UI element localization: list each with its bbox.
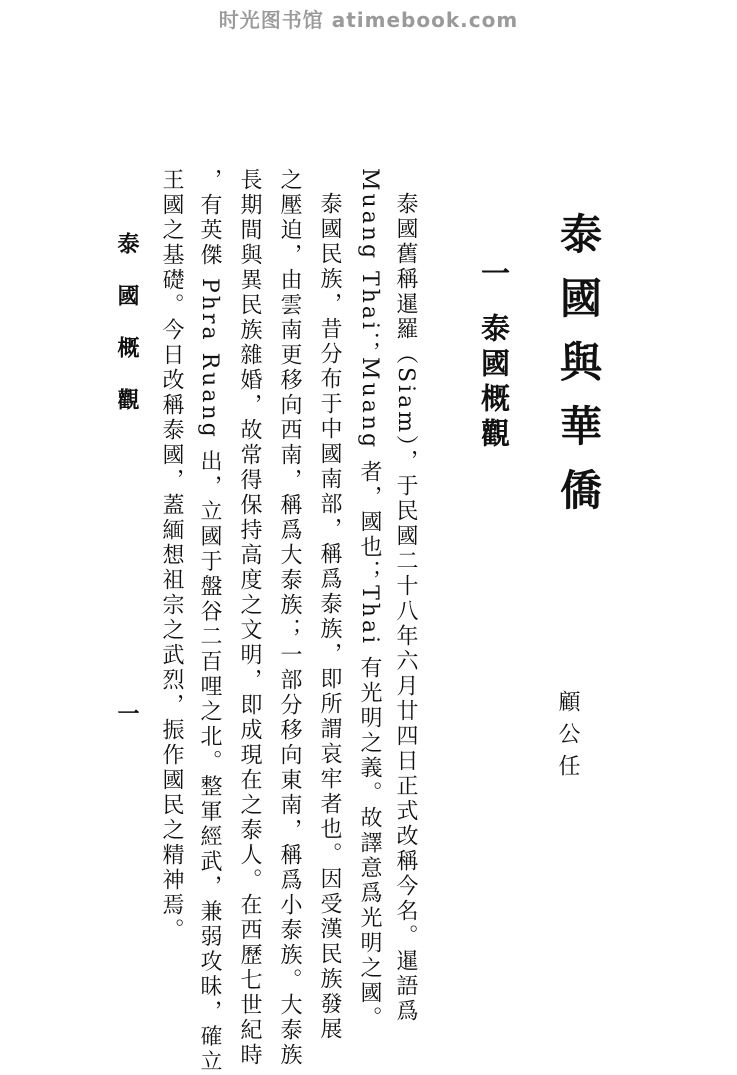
body-column-2: Muang Thai；Muang 者，國也；Thai 有光明之義。故譯意爲光明之國。 (357, 168, 382, 1032)
section-title: 泰國概觀 (477, 313, 511, 453)
author-name: 顧公任 (555, 690, 580, 786)
body-column-7: 王國之基礎。今日改稱泰國，蓋緬想祖宗之武烈，振作國民之精神焉。 (159, 168, 184, 943)
running-title: 泰國概觀 (114, 232, 140, 440)
body-column-1: 泰國舊稱暹羅（Siam），于民國二十八年六月廿四日正式改稱今名。暹語爲 (393, 192, 418, 1025)
book-title: 泰國與華僑 (554, 212, 603, 532)
body-column-3: 泰國民族，昔分布于中國南部，稱爲泰族，即所謂哀牢者也。因受漢民族發展 (317, 192, 342, 1042)
page-number: 一 (114, 702, 140, 724)
section-heading (474, 258, 515, 453)
body-column-6: ，有英傑 Phra Ruang 出，立國于盤谷二百哩之北。整軍經武，兼弱攻昧，確立 (197, 168, 222, 1075)
body-column-4: 之壓迫，由雲南更移向西南，稱爲大泰族；一部分移向東南，稱爲小泰族。大泰族 (277, 168, 302, 1068)
section-number: 一 (477, 258, 511, 293)
watermark-text: 时光图书馆 atimebook.com (218, 8, 519, 32)
body-column-5: 長期間與異民族雜婚，故常得保持高度之文明，即成現在之泰人。在西歷七世紀時 (237, 168, 262, 1068)
